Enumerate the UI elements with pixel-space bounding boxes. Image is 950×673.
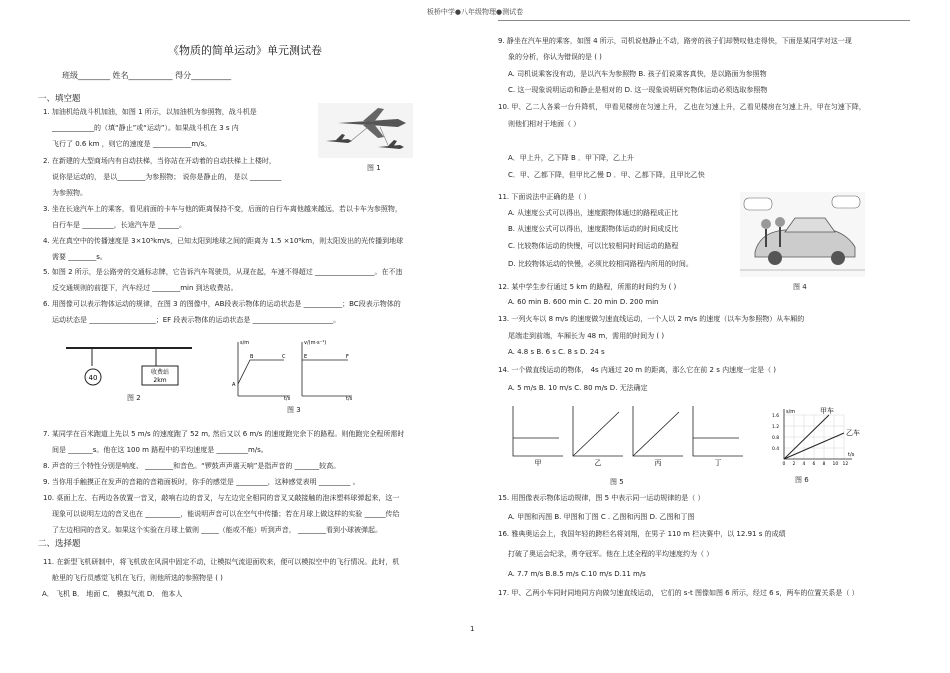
- y-axis-label: s/m: [786, 409, 796, 415]
- right-text-line: 10. 甲、乙二人各乘一台升降机， 甲看见楼房在匀速上升， 乙也在匀速上升，乙看见楼房在匀速上升，甲在匀速下降，: [498, 103, 866, 111]
- fig5-graph-3: [633, 406, 683, 467]
- x-tick-label: 12: [842, 462, 849, 467]
- station-label: 收费站: [150, 369, 170, 376]
- right-text-line: D. 比较物体运动的快慢，必须比较相同路程内所用的时间。: [508, 260, 693, 268]
- left-text-line: 现象可以说明左边的音叉也在 __________，能说明声音可以在空气中传播；若在月球上做这样的实验 ______传给: [52, 510, 400, 518]
- fig5-graph-2: [573, 406, 623, 467]
- left-text-line: 2. 在新建的大型商场内有自动扶梯，当你站在开动着的自动扶梯上上楼时，: [43, 157, 276, 165]
- fig5-line: [633, 412, 679, 456]
- right-text-line: 象的分析，你认为错误的是 ( ): [508, 53, 602, 61]
- right-text-line: A. 甲图和丙图 B. 甲图和丁图 C . 乙图和丙图 D. 乙图和丁图: [508, 513, 695, 521]
- right-text-line: 13. 一列火车以 8 m/s 的速度做匀速直线运动，一个人以 2 m/s 的速度（以车为参照物）从车厢的: [498, 315, 805, 323]
- left-text-line: 4. 光在真空中的传播速度是 3×10⁵km/s，已知太阳到地球之间的距离为 1.5 ×10⁸km，则太阳发出的光传播到地球: [43, 237, 404, 245]
- fig5-label: 乙: [594, 459, 602, 467]
- fig3-label-b: B: [250, 354, 254, 360]
- right-text-line: B. 从速度公式可以得出，速度跟物体运动的时间成反比: [508, 225, 679, 233]
- section-fill-in-heading: 一、填空题: [38, 94, 81, 104]
- left-text-line: 需要 ________s。: [52, 253, 107, 261]
- y-tick-label: 1.6: [772, 414, 780, 419]
- left-text-line: 为参照物。: [52, 189, 87, 197]
- left-text-line: 运动状态是 ___________________；EF 段表示物体的运动状态是 _______________________。: [52, 316, 341, 324]
- series-yi-label: 乙车: [846, 429, 860, 437]
- figure-2-caption: 图 2: [127, 394, 141, 402]
- student-info-line: 班级________ 姓名___________ 得分__________: [62, 71, 232, 80]
- right-text-line: C．甲、乙都下降，但甲比乙慢 D ．甲、乙都下降，且甲比乙快: [508, 171, 705, 179]
- left-text-line: 1. 加油机给战斗机加油，如图 1 所示，以加油机为参照物，战斗机是: [43, 108, 257, 116]
- left-text-line: 8. 声音的三个特性分别是响度、 ________和音色。“锣鼓声声震天响”是指声音的 _______较高。: [43, 462, 341, 470]
- left-text-line: 10. 桌面上左、右两边各放置一音叉，敲响右边的音叉，与左边完全相同的音叉又敲接触的泡沫塑料球弹起来，这一: [43, 494, 400, 502]
- x-tick-label: 6: [812, 462, 816, 467]
- right-text-line: A. 司机说乘客没有动，是以汽车为参照物 B. 孩子们说乘客真快，是以路面为参照物: [508, 70, 767, 78]
- left-text-line: 3. 坐在长途汽车上的乘客，看见前面的卡车与他的距离保持不变，后面的自行车离他越来越远，若以卡车为参照物，: [43, 205, 402, 213]
- series-jia-label: 甲车: [820, 407, 834, 415]
- fig3-right-y-label: v/(m·s⁻¹): [304, 340, 327, 346]
- fig5-line: [573, 412, 619, 456]
- y-tick-label: 0.4: [772, 447, 780, 452]
- right-text-line: 17. 甲、乙两小车同时同地同方向做匀速直线运动， 它们的 s-t 图像如图 6 所示，经过 6 s，两车的位置关系是（ ）: [498, 589, 859, 597]
- figure-4-car-image: [740, 192, 865, 277]
- right-text-line: 15. 用图像表示物体运动规律，图 5 中表示同一运动规律的是（ ）: [498, 494, 705, 502]
- x-axis-label: t/s: [848, 452, 855, 458]
- station-distance: 2km: [153, 377, 167, 384]
- left-text-line: 9. 当你用手触摸正在发声的音箱的音箱面板时，你手的感觉是 _________，这种感觉表明 _________ 。: [43, 478, 360, 486]
- left-text-line: 说你是运动的， 是以________为参照物； 说你是静止的， 是以 _________: [52, 173, 282, 181]
- figure-6-st-chart: [772, 405, 864, 469]
- x-tick-label: 8: [822, 462, 826, 467]
- header-rule: [498, 20, 910, 21]
- right-text-line: 打破了奥运会纪录，勇夺冠军。他在上述全程的平均速度约为（ ）: [508, 550, 714, 558]
- x-tick-label: 10: [832, 462, 839, 467]
- left-text-line: 6. 用图像可以表示物体运动的规律，在图 3 的图像中，AB段表示物体的运动状态是 ___________；BC段表示物体的: [43, 300, 401, 308]
- left-text-line: 7. 某同学在百米跑道上先以 5 m/s 的速度跑了 52 m, 然后又以 6 m/s 的速度跑完余下的路程。则他跑完全程所需时: [43, 430, 405, 438]
- right-text-line: A. 60 min B. 600 min C. 20 min D. 200 min: [508, 298, 659, 306]
- left-text-line: 11. 在新型飞机研制中，将飞机放在风洞中固定不动，让模拟气流迎面吹来，便可以模拟空中的飞行情况。此时，机: [43, 558, 400, 566]
- right-text-line: 9. 静坐在汽车里的乘客，如图 4 所示，司机说他静止不动，路旁的孩子们却赞叹他走得快，下面是某同学对这一现: [498, 37, 852, 45]
- fig3-right-x-label: t/s: [346, 396, 353, 402]
- fig3-label-f: F: [346, 354, 349, 360]
- fig3-label-e: E: [304, 354, 308, 360]
- right-text-line: C. 比较物体运动的快慢，可以比较相同时间运动的路程: [508, 242, 679, 250]
- left-text-line: ____________的（填“静止”或“运动”）。如果战斗机在 3 s 内: [52, 124, 239, 132]
- x-tick-label: 4: [802, 462, 806, 467]
- right-text-line: 12. 某中学生步行通过 5 km 的路程，所需的时间约为 ( ): [498, 283, 677, 291]
- right-text-line: A. 4.8 s B. 6 s C. 8 s D. 24 s: [508, 348, 605, 356]
- right-text-line: 尾端走到前端，车厢长为 48 m，需用的时间为 ( ): [508, 332, 665, 340]
- right-text-line: A．甲上升，乙下降 B ．甲下降，乙上升: [508, 154, 635, 162]
- right-text-line: C. 这一现象说明运动和静止是相对的 D. 这一现象说明研究物体运动必须选取参照物: [508, 86, 768, 94]
- speed-limit-value: 40: [88, 374, 98, 382]
- fig3-left-x-label: t/s: [284, 396, 291, 402]
- left-text-line: 反交通规则的前提下，汽车经过 ________min 到达收费站。: [52, 284, 238, 292]
- page-title: 《物质的简单运动》单元测试卷: [168, 44, 322, 57]
- left-text-line: 飞行了 0.6 km ，则它的速度是 ___________m/s。: [52, 140, 212, 148]
- left-text-line: 自行车是 _________，长途汽车是 ______。: [52, 221, 186, 229]
- figure-3-caption: 图 3: [287, 406, 301, 414]
- figure-1-caption: 图 1: [367, 164, 381, 172]
- left-text-line: 了左边相同的音叉。如果这个实验在月球上做则 _____（能或不能）听到声音， ________看到小球被弹起。: [52, 526, 382, 534]
- left-text-line: A． 飞机 B． 地面 C． 模拟气流 D． 他本人: [42, 590, 183, 598]
- figure-5-graphs: [505, 404, 745, 466]
- figure-6-caption: 图 6: [795, 476, 809, 484]
- left-text-line: 5. 如图 2 所示，是公路旁的交通标志牌，它告诉汽车驾驶员，从现在起，车速不得超过 _________________。在不违: [43, 268, 403, 276]
- page-header: 板桥中学●八年级物理●测试卷: [426, 8, 524, 16]
- fig3-label-c: C: [282, 354, 286, 360]
- figure-2-traffic-sign: [66, 346, 192, 396]
- fig5-graph-1: [513, 406, 563, 467]
- left-text-line: 间是 _______s。他在这 100 m 路程中的平均速度是 _________m/s。: [52, 446, 268, 454]
- figure-3-graphs: [232, 338, 352, 400]
- right-text-line: 则他们相对于地面（ ）: [508, 120, 581, 128]
- right-text-line: A. 5 m/s B. 10 m/s C. 80 m/s D. 无法确定: [508, 384, 648, 392]
- right-text-line: 11. 下面说法中正确的是（ ）: [498, 193, 591, 201]
- y-tick-label: 1.2: [772, 425, 780, 430]
- fig3-label-a: A: [232, 382, 236, 388]
- figure-1-refueling-image: [318, 103, 413, 158]
- x-tick-label: 0: [782, 462, 786, 467]
- right-text-line: 16. 雅典奥运会上，我国年轻的跨栏名将刘翔，在男子 110 m 栏决赛中，以 12.91 s 的成绩: [498, 530, 786, 538]
- fig5-graph-4: [693, 406, 743, 467]
- fig5-label: 丙: [654, 459, 662, 467]
- fig5-label: 甲: [534, 459, 542, 467]
- figure-5-caption: 图 5: [610, 478, 624, 486]
- right-text-line: A. 7.7 m/s B.8.5 m/s C.10 m/s D.11 m/s: [508, 570, 646, 578]
- fig3-left-y-label: s/m: [240, 340, 250, 346]
- left-text-line: 舱里的飞行员感觉飞机在飞行，则他所选的参照物是 ( ): [52, 574, 223, 582]
- right-text-line: A. 从速度公式可以得出，速度跟物体通过的路程成正比: [508, 209, 679, 217]
- y-tick-label: 0.8: [772, 436, 780, 441]
- right-text-line: 14. 一个做直线运动的物体， 4s 内通过 20 m 的距离，那么它在前 2 s 内速度一定是（ ): [498, 366, 777, 374]
- page-number: 1: [470, 625, 475, 633]
- fig5-label: 丁: [714, 459, 722, 467]
- section-choice-heading: 二、选择题: [38, 539, 81, 549]
- x-tick-label: 2: [792, 462, 796, 467]
- figure-4-caption: 图 4: [793, 283, 807, 291]
